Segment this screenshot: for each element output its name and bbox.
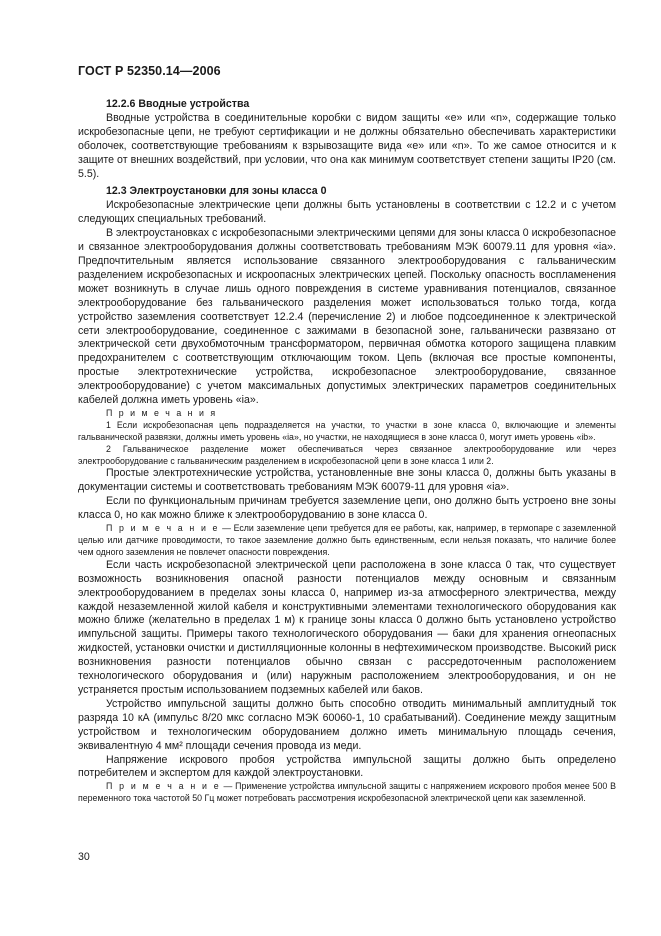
note-label: П р и м е ч а н и е — [106, 523, 220, 534]
paragraph: Вводные устройства в соединительные коробки с видом защиты «e» или «n», содержащие только искробезопасные цепи, не требуют сертификации и не должны обязательно обеспечивать характеристики оболочек, соответствующие требованиям к взрывозащите вида «e» или «n». То же самое относится и к защите от внешних воздействий, при условии, что она как минимум соответствует степени защиты IP20 (см. 5.5). — [78, 111, 616, 180]
paragraph: Искробезопасные электрические цепи должны быть установлены в соответствии с 12.2 и с учетом следующих специальных требований. — [78, 199, 616, 226]
paragraph: В электроустановках с искробезопасными электрическими цепями для зоны класса 0 искробезопасное и связанное электрооборудования должны соответствовать требованиям МЭК 60079.11 для уровня «ia». Предпочтительным является использование связанного электрооборудования с гальваническим разделением искробезопасных и искроопасных электрических цепей. Поскольку опасность воспламенения может возникнуть в случае лишь одного повреждения в системе уравнивания потенциалов, связанное электрооборудование без гальванического разделения может использоваться только тогда, когда устройство заземления соответствует 12.2.4 (перечисление 2) и любое подсоединенное к электрической сети электрооборудование, соединенное с зажимами в безопасной зоне, гальванически развязано от электрической сети двухобмоточным трансформатором, первичная обмотка которого защищена плавким предохранителем с соответствующим отключающим током. Цепь (включая все простые компоненты, простые электротехнические устройства, искробезопасное электрооборудование, связанное электрооборудование) с учетом максимальных допустимых электрических параметров соединительных кабелей должна иметь уровень «ia». — [78, 227, 616, 407]
note-block — [78, 781, 616, 805]
notes-title: П р и м е ч а н и я — [106, 407, 218, 418]
page-number: 30 — [78, 851, 90, 863]
paragraph: Устройство импульсной защиты должно быть способно отводить минимальный амплитудный ток разряда 10 кА (импульс 8/20 мкс согласно МЭК 60060-1, 10 срабатываний). Соединение между защитным устройством и технологическим оборудованием должно иметь минимальную площадь сечения, эквивалентную 4 мм² площади сечения провода из меди. — [78, 697, 616, 752]
section-heading-12-2-6: 12.2.6 Вводные устройства — [106, 98, 250, 110]
paragraph: Если часть искробезопасной электрической цепи расположена в зоне класса 0 так, что существует возможность возникновения опасной разности потенциалов между основным и связанным электрооборудованием в пределах зоны класса 0, например из-за атмосферного электричества, между каждой незаземленной жилой кабеля и конструктивными элементами технологического оборудования как можно ближе (желательно в пределах 1 м) к границе зоны класса 0 должно быть установлено устройство импульсной защиты. Примеры такого технологического оборудования — баки для хранения огнеопасных жидкостей, установки очистки и дистилляционные колонны в нефтехимическом производстве. Высокий риск возникновения разности потенциалов обычно связан с рассредоточенным расположением технологического оборудования и (или) наружным расположением электрооборудования, и он не устраняется простым использованием подземных кабелей или баков. — [78, 558, 616, 696]
note-text: — Применение устройства импульсной защиты с напряжением искрового пробоя менее 500 В переменного тока частотой 50 Гц может потребовать рассмотрения искробезопасной электрической цепи как заземленной. — [78, 781, 616, 804]
note-text: — Если заземление цепи требуется для ее работы, как, например, в термопаре с заземленной целью или датчике проводимости, то такое заземление должно быть единственным, если нельзя показать, что наличие более чем одного заземления не повлечет опасности повреждения. — [78, 523, 616, 557]
document-body — [78, 98, 616, 805]
paragraph: Напряжение искрового пробоя устройства импульсной защиты должно быть определено потребителем и экспертом для каждой электроустановки. — [78, 753, 616, 780]
note-block — [78, 523, 616, 559]
document-header: ГОСТ Р 52350.14—2006 — [78, 64, 221, 78]
note-item: 2 Гальваническое разделение может обеспечиваться через связанное электрооборудование или через электрооборудование с гальваническим разделением в искробезопасной цепи в зоне класса 1 или 2. — [78, 443, 616, 466]
note-label: П р и м е ч а н и е — [106, 781, 221, 792]
section-heading-12-3: 12.3 Электроустановки для зоны класса 0 — [106, 185, 327, 198]
paragraph: Простые электротехнические устройства, установленные вне зоны класса 0, должны быть указаны в документации системы и соответствовать требованиям МЭК 60079-11 для уровня «ia». — [78, 467, 616, 494]
paragraph: Если по функциональным причинам требуется заземление цепи, оно должно быть устроено вне зоны класса 0, но как можно ближе к электрооборудованию в зоне класса 0. — [78, 495, 616, 522]
note-item: 1 Если искробезопасная цепь подразделяется на участки, то участки в зоне класса 0, включающие и элементы гальванической развязки, должны иметь уровень «ia», но участки, не находящиеся в зоне класса 0, могут иметь уровень «ib». — [78, 419, 616, 442]
